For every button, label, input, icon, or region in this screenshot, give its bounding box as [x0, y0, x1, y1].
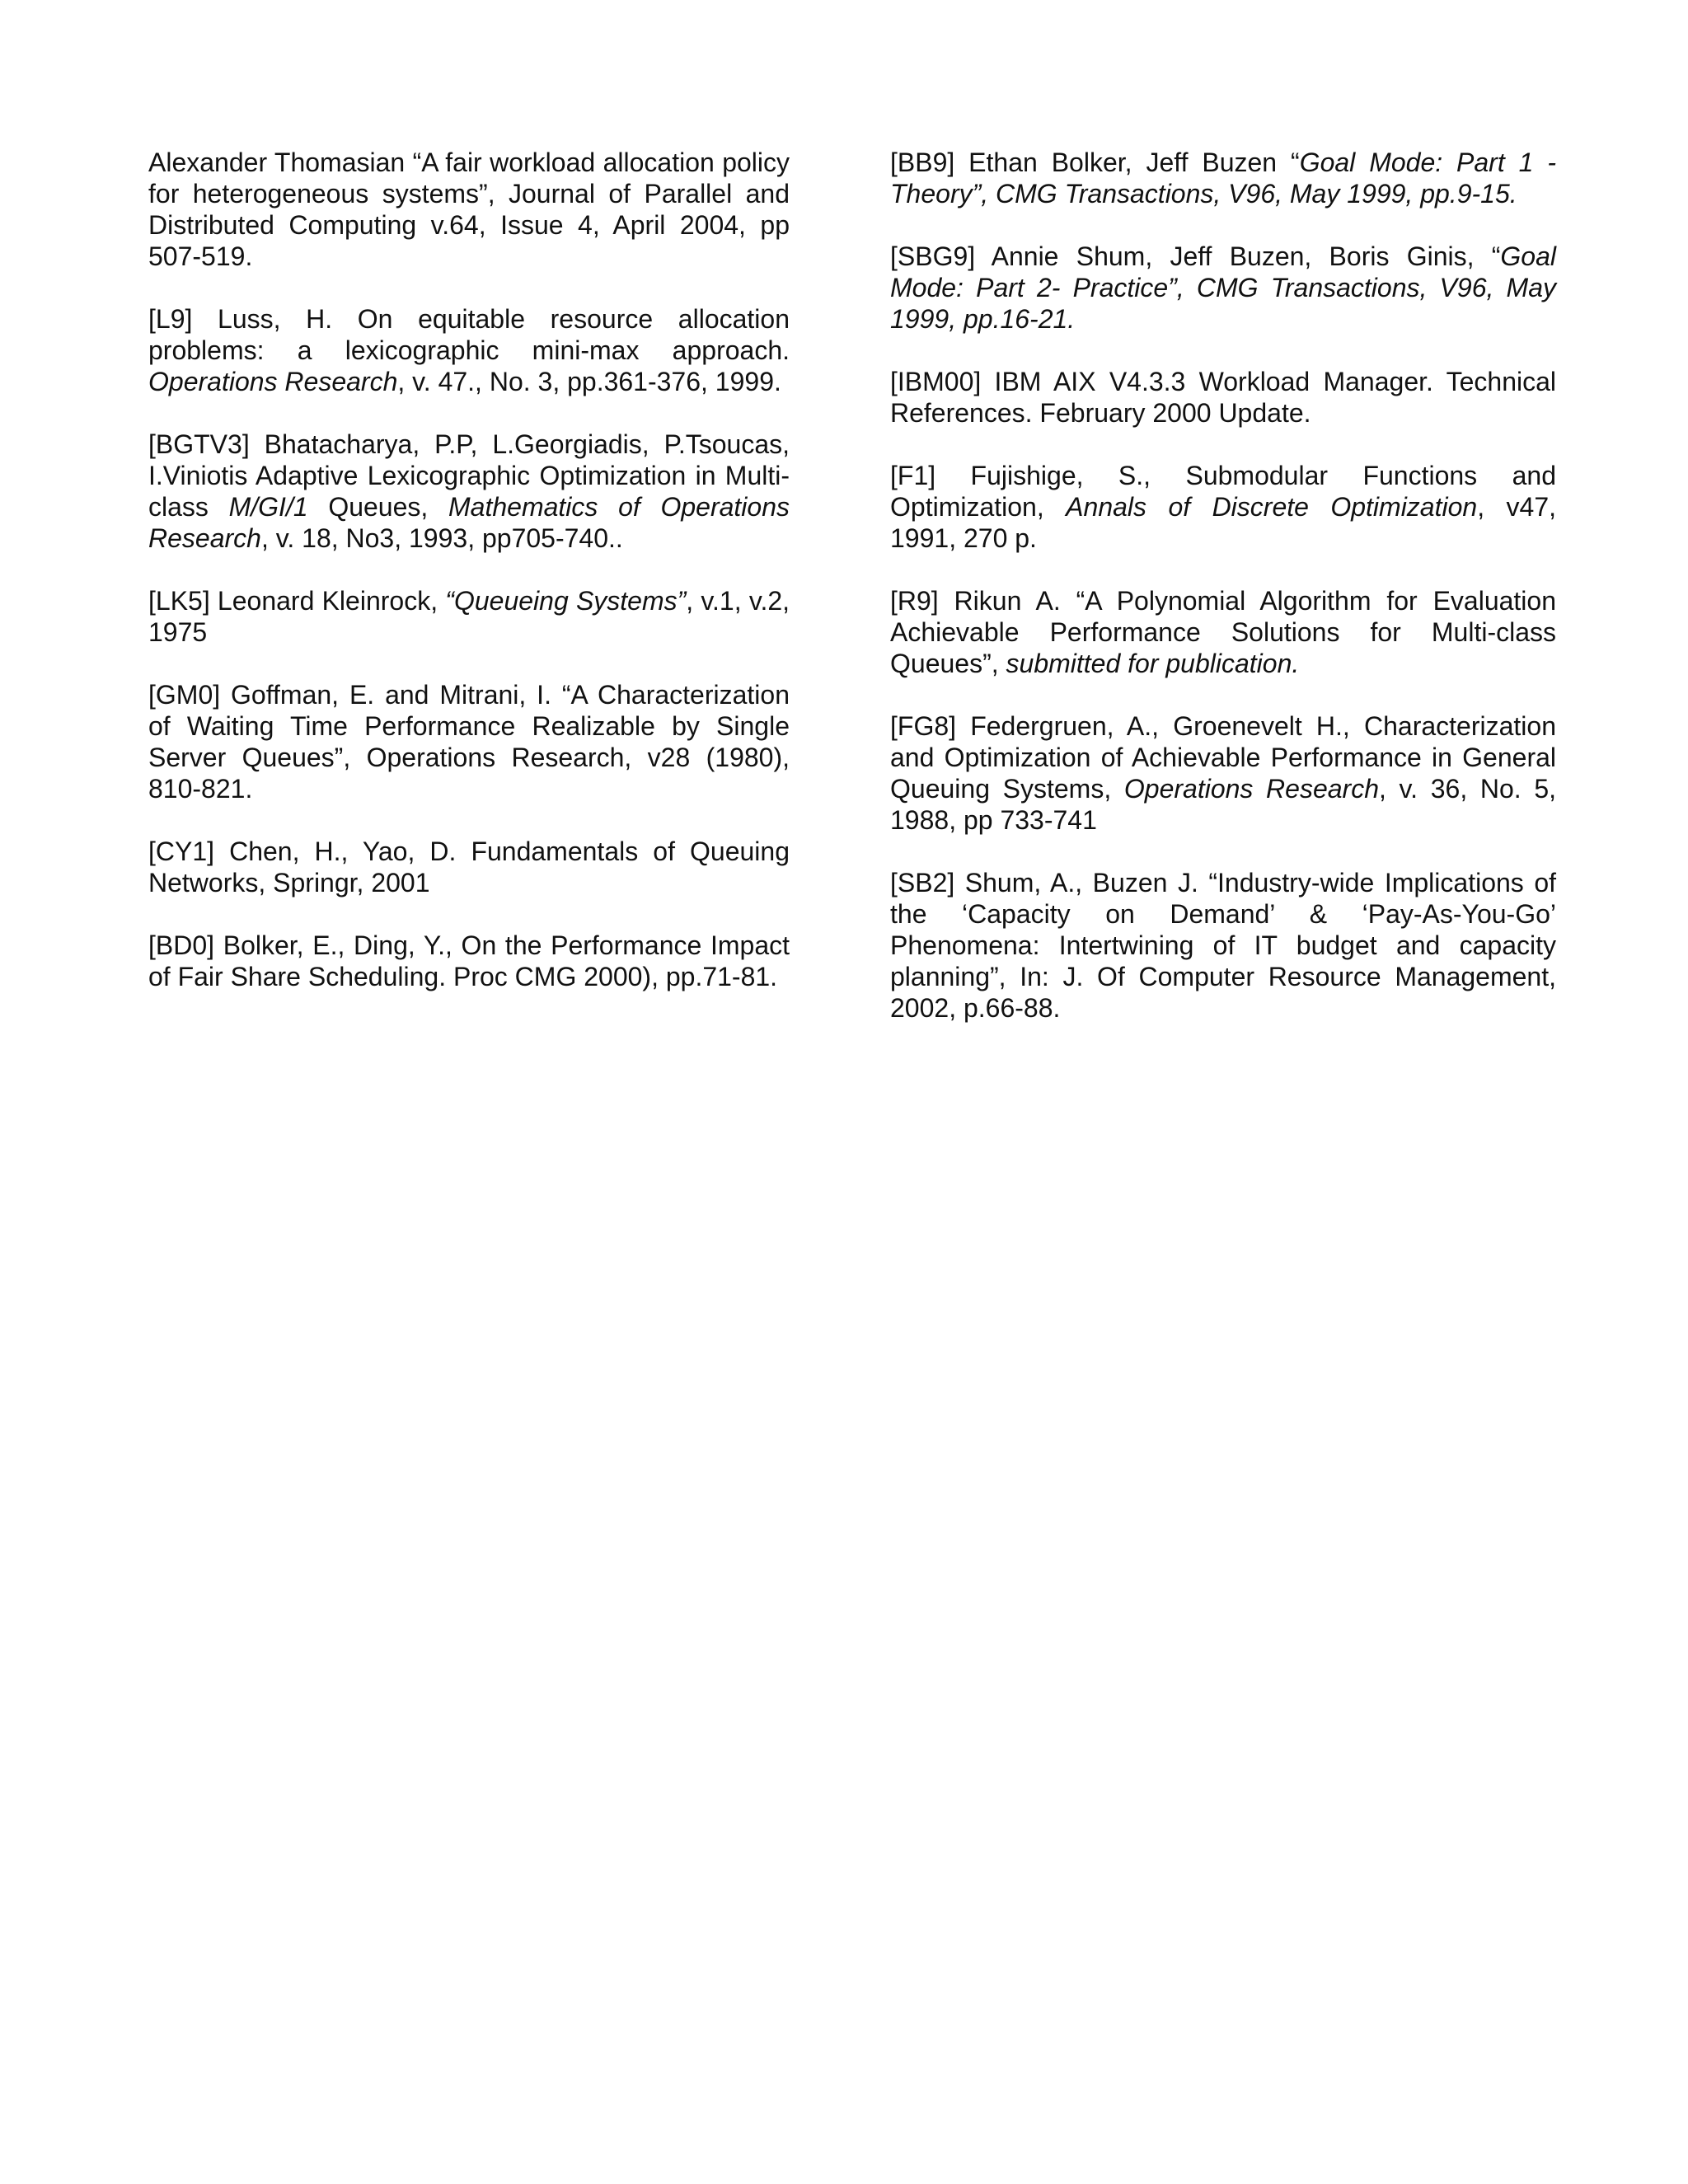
reference-text: , v. 47., No. 3, pp.361-376, 1999. [397, 367, 781, 396]
reference-text: , v.1, v.2, 1975 [148, 586, 790, 647]
reference-entry [148, 836, 790, 898]
reference-entry [148, 585, 790, 648]
reference-text: [BB9] Ethan Bolker, Jeff Buzen “ [890, 148, 1300, 177]
reference-entry [890, 585, 1556, 679]
reference-text: , v. 18, No3, 1993, pp705-740.. [260, 523, 623, 553]
references-left-column [148, 147, 790, 1024]
reference-italic-text: Annals of Discrete Optimization [1066, 492, 1478, 522]
reference-text: [BD0] Bolker, E., Ding, Y., On the Performance Impact of Fair Share Scheduling. Proc CMG 2000), pp.71-81. [148, 930, 790, 991]
reference-text: [SB2] Shum, A., Buzen J. “Industry-wide Implications of the ‘Capacity on Demand’ & ‘Pay-As-You-Go’ Phenomena: Intertwining of IT budget and capacity planning”, In: J. Of Computer Resource Management, 2002, p.66-88. [890, 868, 1556, 1023]
reference-text: [F1] Fujishige, S., Submodular Functions and Optimization, [890, 461, 1556, 522]
reference-italic-text: Mathematics of Operations Research [148, 492, 790, 553]
reference-entry [890, 867, 1556, 1024]
reference-italic-text: Operations Research [148, 367, 398, 396]
reference-entry [148, 930, 790, 992]
reference-text: Alexander Thomasian “A fair workload allocation policy for heterogeneous systems”, Journal of Parallel and Distributed Computing v.64, Issue 4, April 2004, pp 507-519. [148, 148, 790, 271]
reference-entry [890, 710, 1556, 836]
reference-text: [BGTV3] Bhatacharya, P.P, L.Georgiadis, P.Tsoucas, I.Viniotis Adaptive Lexicographic Optimization in Multi-class [148, 429, 790, 522]
reference-italic-text: M/GI/1 [228, 492, 308, 522]
reference-text: [R9] Rikun A. “A Polynomial Algorithm for Evaluation Achievable Performance Solutions for Multi-class Queues”, [890, 586, 1556, 678]
reference-entry [890, 147, 1556, 209]
reference-text: [GM0] Goffman, E. and Mitrani, I. “A Characterization of Waiting Time Performance Realizable by Single Server Queues”, Operations Research, v28 (1980), 810-821. [148, 680, 790, 804]
reference-entry [890, 460, 1556, 554]
reference-text: [IBM00] IBM AIX V4.3.3 Workload Manager. Technical References. February 2000 Update. [890, 367, 1556, 428]
reference-entry [148, 147, 790, 272]
reference-entry [148, 429, 790, 554]
reference-italic-text: Goal Mode: Part 2- Practice”, CMG Transactions, V96, May 1999, pp.16-21. [890, 241, 1556, 334]
reference-text: [SBG9] Annie Shum, Jeff Buzen, Boris Ginis, “ [890, 241, 1501, 271]
reference-entry [148, 303, 790, 397]
reference-text: [CY1] Chen, H., Yao, D. Fundamentals of Queuing Networks, Springr, 2001 [148, 837, 790, 898]
reference-entry [890, 366, 1556, 429]
reference-entry [148, 679, 790, 804]
reference-text: [FG8] Federgruen, A., Groenevelt H., Characterization and Optimization of Achievable Performance in General Queuing Systems, [890, 711, 1556, 804]
reference-text: , v. 36, No. 5, 1988, pp 733-741 [890, 774, 1557, 835]
reference-italic-text: Goal Mode: Part 1 - Theory”, CMG Transactions, V96, May 1999, pp.9-15. [890, 148, 1557, 209]
reference-entry [890, 241, 1556, 335]
reference-text: Queues, [307, 492, 448, 522]
reference-italic-text: “Queueing Systems” [445, 586, 687, 616]
reference-text: , v47, 1991, 270 p. [890, 492, 1557, 553]
reference-text: [LK5] Leonard Kleinrock, [148, 586, 446, 616]
reference-text: [L9] Luss, H. On equitable resource allocation problems: a lexicographic mini-max approach. [148, 304, 790, 365]
reference-italic-text: submitted for publication. [1006, 649, 1300, 678]
reference-italic-text: Operations Research [1123, 774, 1380, 804]
references-right-column [890, 147, 1556, 1055]
